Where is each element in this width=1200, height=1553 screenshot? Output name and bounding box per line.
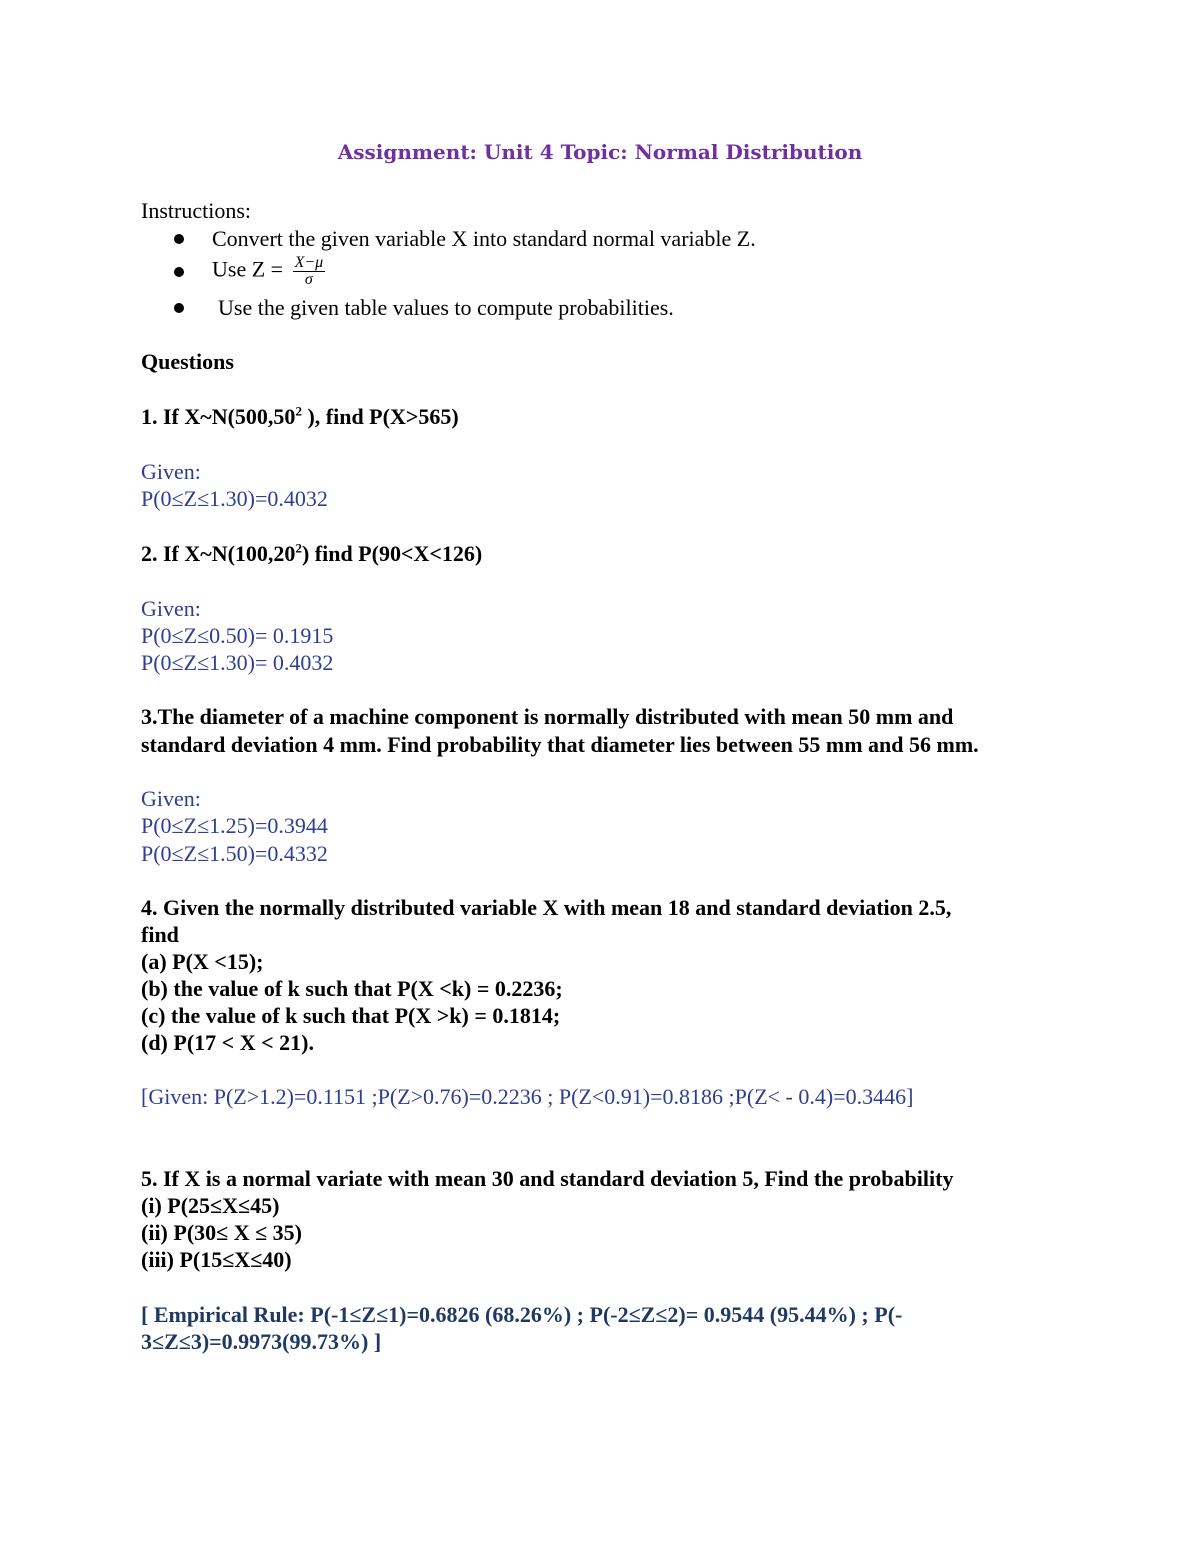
instruction-item-2-text: Use Z = xyxy=(212,256,284,282)
bullet-icon xyxy=(174,234,184,244)
q3-given-value: P(0≤Z≤1.50)=0.4332 xyxy=(141,841,328,866)
questions-heading: Questions xyxy=(141,349,234,374)
question-3-line: 3.The diameter of a machine component is normally distributed with mean 50 mm and xyxy=(141,704,954,729)
question-4-part-b: (b) the value of k such that P(X <k) = 0.2236; xyxy=(141,976,563,1001)
instruction-item-2 xyxy=(212,255,325,288)
question-4-part-c: (c) the value of k such that P(X >k) = 0.1814; xyxy=(141,1003,561,1028)
question-3-line: standard deviation 4 mm. Find probability that diameter lies between 55 mm and 56 mm. xyxy=(141,732,979,757)
question-5-line: 5. If X is a normal variate with mean 30 and standard deviation 5, Find the probability xyxy=(141,1166,954,1191)
instruction-item-3: Use the given table values to compute probabilities. xyxy=(218,295,674,320)
q1-given-label: Given: xyxy=(141,459,201,484)
q2-given-value: P(0≤Z≤1.30)= 0.4032 xyxy=(141,650,334,675)
q2-given-value: P(0≤Z≤0.50)= 0.1915 xyxy=(141,623,334,648)
question-5-part-iii: (iii) P(15≤X≤40) xyxy=(141,1247,292,1272)
question-5-part-i: (i) P(25≤X≤45) xyxy=(141,1193,280,1218)
question-4-part-a: (a) P(X <15); xyxy=(141,949,264,974)
bullet-icon xyxy=(174,267,184,277)
formula-numerator: X−μ xyxy=(294,254,324,271)
q1-given-value: P(0≤Z≤1.30)=0.4032 xyxy=(141,486,328,511)
page-title: Assignment: Unit 4 Topic: Normal Distribution xyxy=(337,140,863,164)
instructions-heading: Instructions: xyxy=(141,198,251,223)
question-2: 2. If X~N(100,20$^2$) find P(90<X<126) xyxy=(141,540,483,566)
question-1: 1. If X~N(500,50$^2$ ), find P(X>565) xyxy=(141,403,459,429)
empirical-rule-line: [ Empirical Rule: P(-1≤Z≤1)=0.6826 (68.26%) ; P(-2≤Z≤2)= 0.9544 (95.44%) ; P(- xyxy=(141,1302,903,1327)
q3-given-label: Given: xyxy=(141,786,201,811)
empirical-rule-line: 3≤Z≤3)=0.9973(99.73%) ] xyxy=(141,1329,382,1354)
question-5-part-ii: (ii) P(30≤ X ≤ 35) xyxy=(141,1220,303,1245)
instruction-item-1: Convert the given variable X into standard normal variable Z. xyxy=(212,226,756,251)
q3-given-value: P(0≤Z≤1.25)=0.3944 xyxy=(141,813,328,838)
formula-denominator: σ xyxy=(304,271,313,288)
z-formula-fraction xyxy=(293,255,326,288)
q2-given-label: Given: xyxy=(141,596,201,621)
question-4-part-d: (d) P(17 < X < 21). xyxy=(141,1030,314,1055)
question-4-line: find xyxy=(141,922,179,947)
question-4-line: 4. Given the normally distributed variable X with mean 18 and standard deviation 2.5, xyxy=(141,895,952,920)
q4-given-values: [Given: P(Z>1.2)=0.1151 ;P(Z>0.76)=0.2236 ; P(Z<0.91)=0.8186 ;P(Z< - 0.4)=0.3446] xyxy=(141,1084,914,1109)
bullet-icon xyxy=(174,303,184,313)
